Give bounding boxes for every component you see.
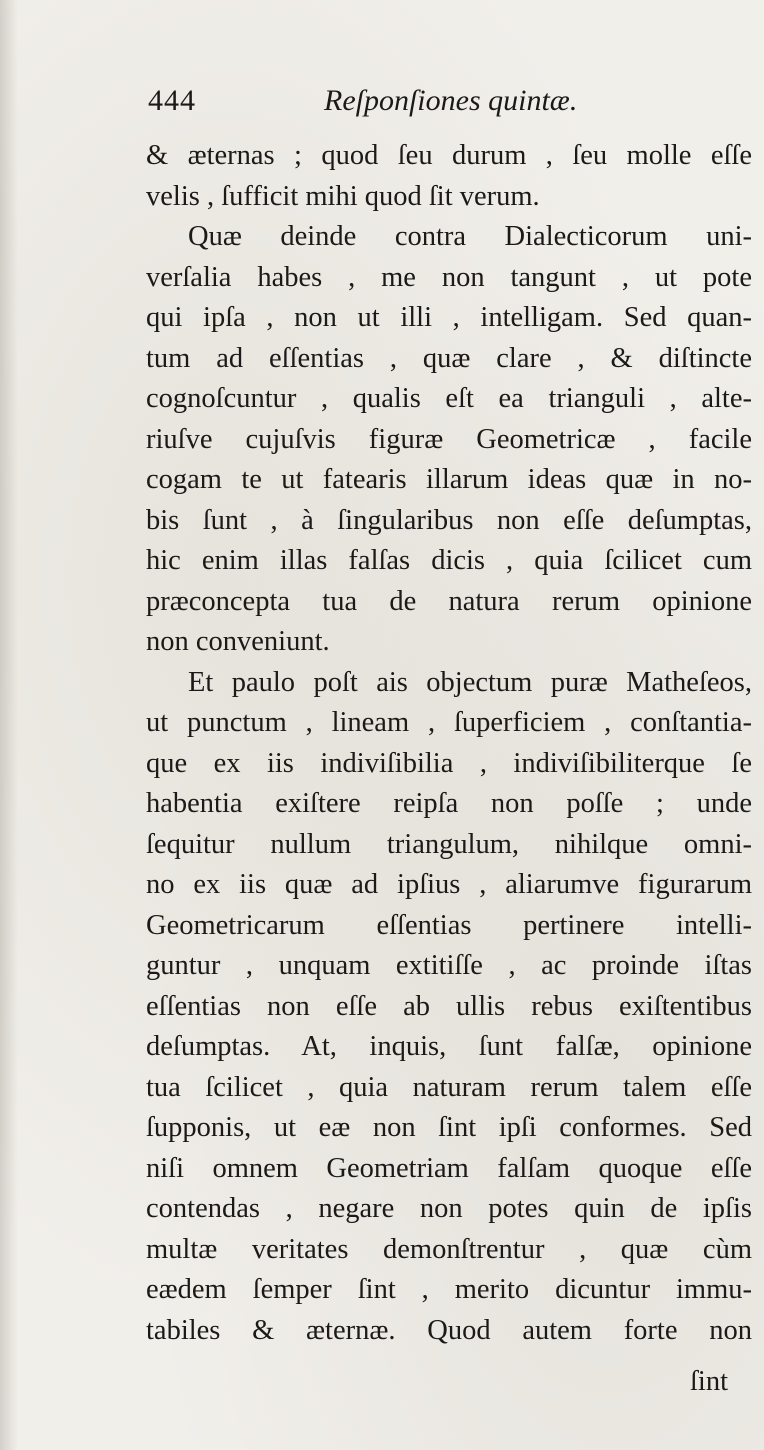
text-line: verſalia habes , me non tangunt , ut pote <box>146 261 752 293</box>
text-line: non conveniunt. <box>146 626 330 657</box>
text-line: & æternas ; quod ſeu durum , ſeu molle eſſe <box>146 140 752 171</box>
text-line: qui ipſa , non ut illi , intelligam. Sed quan- <box>146 302 752 333</box>
catchword: ſint <box>690 1366 729 1397</box>
text-line: velis , ſufficit mihi quod ſit verum. <box>146 180 540 212</box>
running-head: Reſponſiones quintæ. <box>324 84 578 117</box>
text-line: Et paulo poſt ais objectum puræ Matheſeos, <box>188 666 752 698</box>
text-line: Quæ deinde contra Dialecticorum uni- <box>188 221 752 252</box>
text-line: eædem ſemper ſint , merito dicuntur immu- <box>146 1274 752 1305</box>
text-line: contendas , negare non potes quin de ipſis <box>146 1193 752 1224</box>
text-line: bis ſunt , à ſingularibus non eſſe deſumptas, <box>146 504 752 536</box>
text-line: ut punctum , lineam , ſuperficiem , conſtantia- <box>146 707 752 738</box>
text-line: tum ad eſſentias , quæ clare , & diſtincte <box>146 342 752 374</box>
text-line: Geometricarum eſſentias pertinere intelli- <box>146 909 752 941</box>
text-line: ſequitur nullum triangulum, nihilque omni- <box>146 828 752 860</box>
text-line: præconcepta tua de natura rerum opinione <box>146 585 752 617</box>
text-line: no ex iis quæ ad ipſius , aliarumve figurarum <box>146 869 752 900</box>
body-text <box>146 136 752 1351</box>
text-line: tua ſcilicet , quia naturam rerum talem eſſe <box>146 1071 752 1103</box>
page-number: 444 <box>148 84 196 117</box>
text-line: cognoſcuntur , qualis eſt ea trianguli , alte- <box>146 383 752 414</box>
page-header <box>146 82 606 126</box>
text-line: multæ veritates demonſtrentur , quæ cùm <box>146 1233 752 1265</box>
text-line: deſumptas. At, inquis, ſunt falſæ, opinione <box>146 1031 752 1062</box>
text-line: hic enim illas falſas dicis , quia ſcilicet cum <box>146 545 752 576</box>
text-line: tabiles & æternæ. Quod autem forte non <box>146 1314 752 1346</box>
text-line: niſi omnem Geometriam falſam quoque eſſe <box>146 1152 752 1184</box>
text-line: ſupponis, ut eæ non ſint ipſi conformes. Sed <box>146 1112 752 1143</box>
binding-shadow <box>0 0 18 1450</box>
text-line: habentia exiſtere reipſa non poſſe ; unde <box>146 788 752 819</box>
text-line: eſſentias non eſſe ab ullis rebus exiſtentibus <box>146 990 752 1022</box>
text-line: que ex iis indiviſibilia , indiviſibiliterque ſe <box>146 747 752 779</box>
text-line: guntur , unquam extitiſſe , ac proinde iſtas <box>146 950 752 981</box>
text-line: cogam te ut fatearis illarum ideas quæ in no- <box>146 464 752 495</box>
text-line: riuſve cujuſvis figuræ Geometricæ , facile <box>146 423 752 455</box>
